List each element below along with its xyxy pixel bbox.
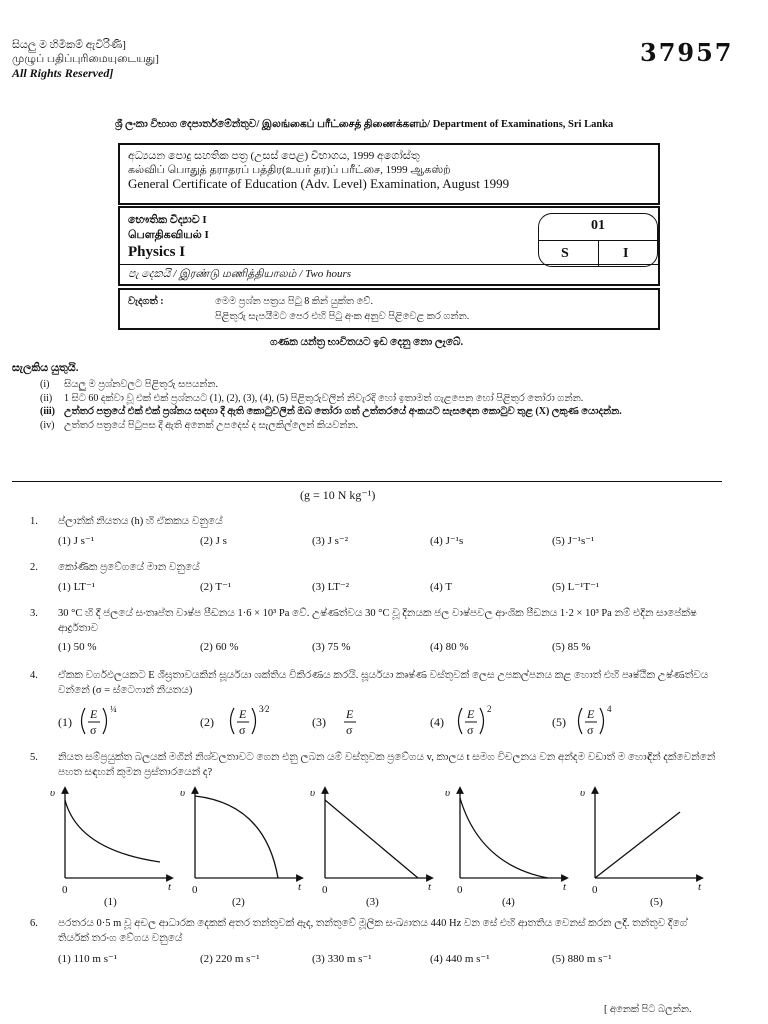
code-s: S [561,246,569,261]
option-3: (3) 75 % [312,641,351,653]
svg-text:0: 0 [62,884,68,896]
exam-box [118,143,660,205]
svg-text:σ: σ [346,723,353,737]
question-6 [0,916,768,978]
option-2: (2) [200,715,214,729]
graph-4-label: (4) [502,896,515,908]
svg-text:t: t [428,881,432,893]
question-number: 2. [30,562,38,573]
question-2 [0,560,768,600]
option-3: (3) LT⁻² [312,581,350,593]
question-4 [0,668,768,740]
option-2: (2) T⁻¹ [200,581,232,593]
option-3: (3) J s⁻² [312,535,348,547]
option-1: (1) 50 % [58,641,97,653]
option-5: (5) J⁻¹s⁻¹ [552,535,595,547]
option-4: (4) T [430,581,453,593]
svg-text:υ: υ [180,787,186,799]
formula-1 [82,704,118,737]
svg-text:σ: σ [90,723,97,737]
svg-text:t: t [698,881,702,893]
graph-1-label: (1) [104,896,117,908]
notice-line-1: මෙම ප්‍රශ්න පත්‍රය පිටු 8 කින් යුක්ත වේ. [215,296,373,307]
instruction-item: (ii) 1 සිට 60 දක්වා වූ එක් එක් ප්‍රශ්නයට (1), (2), (3), (4), (5) පිළිතුරුවලින් නිවැරදි හෝ ඉතාමත් ගැළපෙන හෝ පිළිතුර තෝරා ගන්න. [40,392,584,404]
notice-line-2: පිළිතුරු සැපයීමට පෙර එහි පිටු අංක අනුව පිළිවෙළ කර ගන්න. [215,311,470,322]
svg-text:¼: ¼ [110,704,117,714]
question-text: කෝණික ප්‍රවේගයේ මාන වනුයේ [58,562,200,573]
calculator-note: ගණක යන්ත්‍ර භාවිතයට ඉඩ දෙනු නො ලැබේ. [270,337,464,348]
option-3: (3) [312,715,326,729]
svg-text:3⁄2: 3⁄2 [259,704,270,714]
divider [12,481,722,482]
graph-3 [310,787,432,908]
option-3: (3) 330 m s⁻¹ [312,953,372,965]
notice-label: වැදගත් : [128,296,164,307]
instruction-item: (iv) උත්තර පත්‍රයේ පිටුපස දී ඇති අනෙක් උපදෙස් ද සැලකිල්ලෙන් කියවන්න. [40,419,359,431]
formula-3 [344,707,356,737]
question-number: 4. [30,670,38,681]
svg-text:2: 2 [487,704,492,714]
graph-2-label: (2) [232,896,245,908]
svg-text:t: t [168,881,172,893]
rights-ta: முழுப் பதிப்புரிமையுடையது] [12,53,159,65]
graph-1 [50,787,172,908]
option-2: (2) J s [200,535,227,547]
question-text: 30 °C හි දී ජලයේ සංතෘප්ත වාෂ්ප පීඩනය 1·6 × 10³ Pa වේ. උෂ්ණත්වය 30 °C වූ දිනයක ජල වාෂ්පවල ආංශික පීඩනය 1·2 × 10³ Pa නම් එදින සාපේක්ෂ ආර්ද්‍රතාව [58,608,697,634]
code-divider-vertical [598,240,599,266]
graph-4 [445,787,567,908]
velocity-time-graphs [10,780,750,910]
graph-3-label: (3) [366,896,379,908]
svg-text:σ: σ [239,723,246,737]
important-notice [118,288,660,330]
svg-text:E: E [467,707,475,721]
question-number: 6. [30,918,38,929]
instruction-item: (i) සියලු ම ප්‍රශ්නවලට පිළිතුරු සපයන්න. [40,379,219,390]
rights-en: All Rights Reserved] [12,66,114,80]
instructions-list [40,378,720,432]
svg-text:0: 0 [192,884,198,896]
option-4: (4) J⁻¹s [430,535,464,547]
question-1 [0,514,768,554]
exam-line-ta: கல்விப் பொதுத் தராதரப் பத்திர(உயர் தர)ப் பரீட்சை, 1999 ஆகஸ்ற் [128,164,451,176]
question-text: නියත සම්ප්‍රයුක්ත බලයක් මගින් නිශ්චලතාවට ගෙන එනු ලබන යම් වස්තුවක ප්‍රවේගය v, කාලය t සමග විචලනය වන අන්දම වඩාත් ම හොඳින් දක්වෙන්නේ පහත සඳහන් කුමන ප්‍රස්තාරයෙන් ද? [58,752,716,778]
subject-box [118,206,660,286]
paper-code-box [538,213,658,267]
code-i: I [623,246,629,261]
svg-text:E: E [346,707,354,721]
option-1: (1) 110 m s⁻¹ [58,953,118,965]
options-formulas [58,702,718,740]
formula-4 [459,704,492,737]
svg-text:t: t [298,881,302,893]
svg-text:0: 0 [592,884,598,896]
formula-5 [579,704,613,737]
subject-ta: பௌதிகவியல் I [128,229,209,241]
gravity-constant: (g = 10 N kg⁻¹) [300,488,376,502]
option-4: (4) 440 m s⁻¹ [430,953,490,965]
option-2: (2) 60 % [200,641,239,653]
option-1: (1) J s⁻¹ [58,535,94,547]
department-line: ශ්‍රී ලංකා විභාග දෙපාර්තමේන්තුව/ இலங்கைப் பரீட்சைத் திணைக்களம்/ Department of Examinations, Sri Lanka [115,119,614,130]
turn-over-note: [ අනෙක් පිට බලන්න. [604,1004,692,1015]
instruction-item: (iii) උත්තර පත්‍රයේ එක් එක් ප්‍රශ්නය සඳහා දී ඇති කොටුවලින් ඔබ තෝරා ගත් උත්තරයේ අංකයට සැසඳෙන කොටුව තුළ (X) ලකුණ යොදන්න. [40,406,622,417]
svg-text:E: E [239,707,247,721]
option-4: (4) 80 % [430,641,469,653]
svg-text:σ: σ [587,723,594,737]
rights-si: සියලු ම හිමිකම් ඇවිරිණි] [12,39,126,51]
svg-text:E: E [587,707,595,721]
option-4: (4) [430,715,444,729]
option-1: (1) LT⁻¹ [58,581,96,593]
option-5: (5) [552,715,566,729]
svg-text:4: 4 [607,704,612,714]
option-5: (5) 85 % [552,641,591,653]
instructions-title: සැලකිය යුතුයි. [12,362,79,374]
svg-text:σ: σ [467,723,474,737]
graph-5 [580,787,702,908]
exam-line-si: අධ්‍යයන පොදු සහතික පත්‍ර (උසස් පෙළ) විභාගය, 1999 අගෝස්තු [128,150,420,162]
subject-si: භෞතික විද්‍යාව I [128,214,207,226]
option-5: (5) 880 m s⁻¹ [552,953,612,965]
exam-line-en: General Certificate of Education (Adv. Level) Examination, August 1999 [128,176,510,191]
option-1: (1) [58,715,72,729]
question-3 [0,606,768,662]
subject-en: Physics I [128,244,186,260]
svg-text:0: 0 [322,884,328,896]
svg-text:υ: υ [310,787,316,799]
option-5: (5) L⁻¹T⁻¹ [552,581,600,593]
question-number: 5. [30,752,38,763]
paper-number: 37957 [640,38,734,67]
question-text: පරතරය 0·5 m වූ අචල ආධාරක දෙකක් අතර තන්තුවක් ඇද, තන්තුවේ මූලික සංඛ්‍යාතය 440 Hz වන සේ එහි ආතතිය වෙනස් කරන ලදී. තන්තුව දිගේ තිර්යක් තරංග වේගය වනුයේ [58,918,688,944]
paper-code: 01 [591,218,605,233]
svg-text:υ: υ [50,787,56,799]
svg-text:0: 0 [457,884,463,896]
duration-divider [120,264,658,265]
question-text: ප්ලාන්ක් නියතය (h) හි ඒකකය වනුයේ [58,516,223,527]
question-text: ඒකක වර්ගඵලයකට E ශීඝ්‍රතාවයකින් සූර්යයා ශක්තිය විකිරණය කරයි. සූර්යයා කෘෂ්ණ වස්තුවක් ලෙස උපකල්පනය කළ හොත් එහි පෘෂ්ඨික උෂ්ණත්වය වන්නේ (σ = ස්ටෙෆාන් නියතය) [58,670,709,696]
duration: පැ දෙකයි / இரண்டு மணித்தியாலம் / Two hours [128,268,352,280]
option-2: (2) 220 m s⁻¹ [200,953,260,965]
svg-text:υ: υ [445,787,451,799]
graph-5-label: (5) [650,896,663,908]
rights-notice [12,38,159,80]
formula-2 [231,704,270,737]
subject-names [128,213,209,243]
svg-text:t: t [563,881,567,893]
svg-text:υ: υ [580,787,586,799]
svg-text:E: E [90,707,98,721]
question-number: 1. [30,516,38,527]
graph-2 [180,787,302,908]
question-number: 3. [30,608,38,619]
